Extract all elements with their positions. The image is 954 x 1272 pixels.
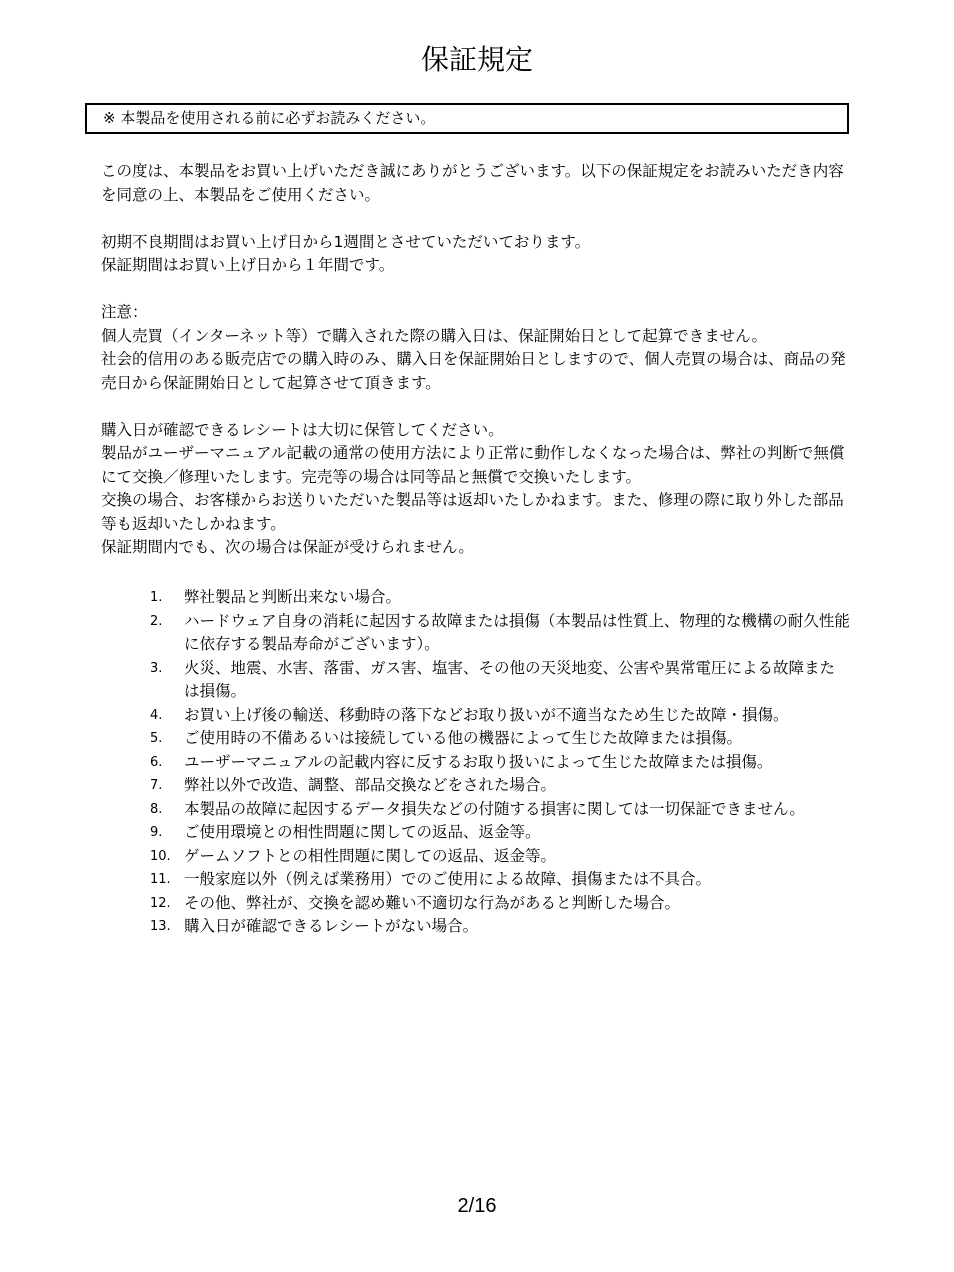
list-item	[150, 727, 850, 751]
list-item-text: 弊社製品と判断出来ない場合。	[184, 588, 402, 606]
list-item	[150, 892, 850, 916]
list-item-number: 6.	[150, 754, 163, 770]
caution-label: 注意：	[101, 303, 148, 321]
list-item-text: 購入日が確認できるレシートがない場合。	[184, 917, 479, 935]
list-item-text: ハードウェア自身の消耗に起因する故障または損傷（本製品は性質上、物理的な機構の耐久性能に依存する製品寿命がございます）。	[184, 611, 850, 653]
list-item-number: 8.	[150, 801, 163, 817]
list-item-number: 11.	[150, 872, 171, 887]
list-item-text: お買い上げ後の輸送、移動時の落下などお取り扱いが不適当なため生じた故障・損傷。	[184, 705, 789, 724]
list-item-number: 1.	[150, 590, 163, 605]
list-item-number: 7.	[150, 778, 163, 793]
list-item-text: 火災、地震、水害、落雷、ガス害、塩害、その他の天災地変、公害や異常電圧による故障または損傷。	[184, 658, 836, 700]
list-item-text: ご使用環境との相性問題に関しての返品、返金等。	[184, 823, 541, 841]
list-item	[150, 821, 850, 845]
list-item	[150, 751, 850, 775]
exclusions-intro: 保証期間内でも、次の場合は保証が受けられません。	[101, 538, 474, 556]
list-item	[150, 704, 850, 728]
list-item-text: 本製品の故障に起因するデータ損失などの付随する損害に関しては一切保証できません。	[184, 799, 805, 818]
exclusions-list	[150, 586, 850, 939]
list-item	[150, 845, 850, 869]
list-item-number: 12.	[150, 895, 171, 911]
notice-box: ※ 本製品を使用される前に必ずお読みください。	[85, 103, 849, 134]
warranty-body	[101, 160, 851, 560]
return-paragraph: 交換の場合、お客様からお送りいただいた製品等は返却いたしかねます。また、修理の際に取り外した部品等も返却いたしかねます。	[101, 491, 844, 533]
caution-paragraph-1: 個人売買（インターネット等）で購入された際の購入日は、保証開始日として起算できません。	[101, 326, 768, 345]
list-item	[150, 586, 850, 610]
list-item-text: ゲームソフトとの相性問題に関しての返品、返金等。	[184, 846, 557, 865]
list-item-number: 4.	[150, 707, 163, 723]
caution-paragraph-2: 社会的信用のある販売店での購入時のみ、購入日を保証開始日としますので、個人売買の場合は、商品の発売日から保証開始日として起算させて頂きます。	[101, 350, 846, 392]
list-item-text: ユーザーマニュアルの記載内容に反するお取り扱いによって生じた故障または損傷。	[184, 752, 773, 771]
page-number: 2/16	[457, 1195, 497, 1217]
list-item	[150, 868, 850, 892]
list-item	[150, 774, 850, 798]
list-item-text: ご使用時の不備あるいは接続している他の機器によって生じた故障または損傷。	[184, 729, 743, 747]
page-title: 保証規定	[420, 43, 533, 76]
list-item	[150, 657, 850, 704]
list-item-number: 3.	[150, 660, 163, 676]
list-item-number: 5.	[150, 731, 163, 746]
list-item-number: 13.	[150, 919, 171, 934]
list-item	[150, 610, 850, 657]
list-item-text: 弊社以外で改造、調整、部品交換などをされた場合。	[184, 776, 557, 794]
spacer	[101, 395, 851, 419]
warranty-period-paragraph: 保証期間はお買い上げ日から１年間です。	[101, 256, 395, 274]
spacer	[101, 278, 851, 302]
list-item	[150, 798, 850, 822]
list-item-number: 2.	[150, 613, 163, 629]
list-item	[150, 915, 850, 939]
list-item-text: その他、弊社が、交換を認め難い不適切な行為があると判断した場合。	[184, 893, 681, 912]
spacer	[101, 207, 851, 231]
list-item-number: 10.	[150, 848, 171, 864]
list-item-number: 9.	[150, 825, 163, 840]
receipt-paragraph: 購入日が確認できるレシートは大切に保管してください。	[101, 420, 504, 439]
list-item-text: 一般家庭以外（例えば業務用）でのご使用による故障、損傷または不具合。	[184, 870, 712, 888]
defect-period-paragraph: 初期不良期間はお買い上げ日から1週間とさせていただいております。	[101, 232, 591, 251]
repair-paragraph: 製品がユーザーマニュアル記載の通常の使用方法により正常に動作しなくなった場合は、弊社の判断で無償にて交換／修理いたします。完売等の場合は同等品と無償で交換いたします。	[101, 444, 845, 486]
intro-paragraph: この度は、本製品をお買い上げいただき誠にありがとうございます。以下の保証規定をお読みいただき内容を同意の上、本製品をご使用ください。	[101, 162, 844, 204]
